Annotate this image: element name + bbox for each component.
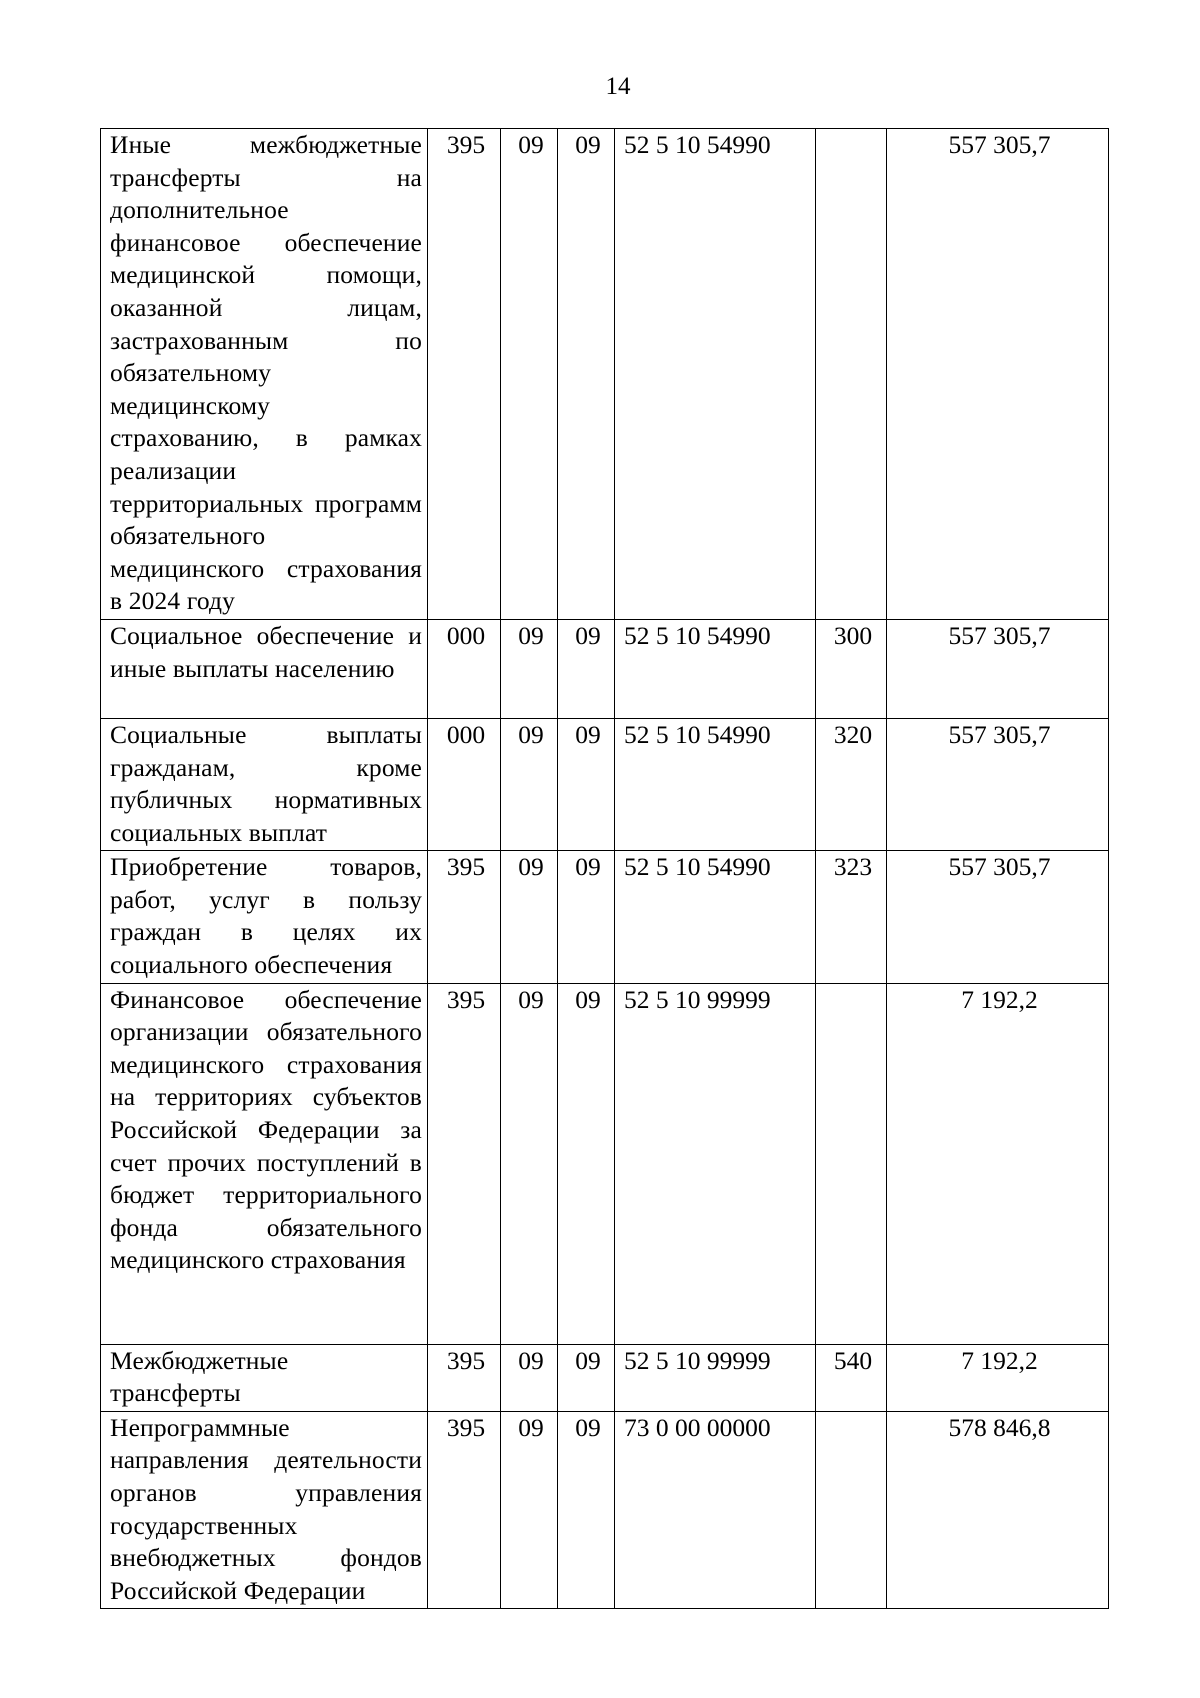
expense-type-cell [816, 129, 887, 620]
target-article-cell: 52 5 10 99999 [615, 1344, 816, 1411]
amount-cell: 7 192,2 [887, 1344, 1109, 1411]
table-row [101, 129, 1109, 620]
row-name-cell: Межбюджетные трансферты [101, 1344, 428, 1411]
section-cell: 09 [501, 1344, 558, 1411]
amount-cell: 578 846,8 [887, 1411, 1109, 1609]
target-article-cell: 52 5 10 99999 [615, 983, 816, 1344]
section-cell: 09 [501, 718, 558, 850]
target-article-cell: 52 5 10 54990 [615, 619, 816, 718]
section-cell: 09 [501, 983, 558, 1344]
expense-type-cell: 540 [816, 1344, 887, 1411]
target-article-cell: 52 5 10 54990 [615, 129, 816, 620]
subsection-cell: 09 [558, 1344, 615, 1411]
row-name-cell: Приобретение товаров, работ, услуг в пользу граждан в целях их социального обеспечения [101, 851, 428, 983]
amount-cell: 557 305,7 [887, 851, 1109, 983]
grbs-cell: 395 [428, 1344, 501, 1411]
subsection-cell: 09 [558, 129, 615, 620]
expense-type-cell [816, 1411, 887, 1609]
table-row [101, 851, 1109, 983]
table-row [101, 1411, 1109, 1609]
page-number: 14 [605, 73, 631, 100]
grbs-cell: 395 [428, 983, 501, 1344]
expense-type-cell: 300 [816, 619, 887, 718]
subsection-cell: 09 [558, 851, 615, 983]
grbs-cell: 395 [428, 851, 501, 983]
budget-table [100, 128, 1109, 1609]
table-row [101, 718, 1109, 850]
table-row [101, 619, 1109, 718]
table-row [101, 983, 1109, 1344]
amount-cell: 557 305,7 [887, 718, 1109, 850]
grbs-cell: 000 [428, 619, 501, 718]
section-cell: 09 [501, 1411, 558, 1609]
row-name-cell: Социальное обеспечение и иные выплаты населению [101, 619, 428, 718]
target-article-cell: 52 5 10 54990 [615, 851, 816, 983]
grbs-cell: 395 [428, 129, 501, 620]
row-name-cell: Непрограммные направления деятельности органов управления государственных внебюджетных фондов Российской Федерации [101, 1411, 428, 1609]
section-cell: 09 [501, 619, 558, 718]
expense-type-cell [816, 983, 887, 1344]
section-cell: 09 [501, 129, 558, 620]
subsection-cell: 09 [558, 983, 615, 1344]
subsection-cell: 09 [558, 1411, 615, 1609]
target-article-cell: 52 5 10 54990 [615, 718, 816, 850]
amount-cell: 7 192,2 [887, 983, 1109, 1344]
table-row [101, 1344, 1109, 1411]
grbs-cell: 395 [428, 1411, 501, 1609]
row-name-cell: Иные межбюджетные трансферты на дополнительное финансовое обеспечение медицинской помощи, оказанной лицам, застрахованным по обязательному медицинскому страхованию, в рамках реализации территориальных программ обязательного медицинского страхования в 2024 году [101, 129, 428, 620]
grbs-cell: 000 [428, 718, 501, 850]
row-name-cell: Финансовое обеспечение организации обязательного медицинского страхования на территориях субъектов Российской Федерации за счет прочих поступлений в бюджет территориального фонда обязательного медицинского страхования [101, 983, 428, 1344]
section-cell: 09 [501, 851, 558, 983]
expense-type-cell: 320 [816, 718, 887, 850]
target-article-cell: 73 0 00 00000 [615, 1411, 816, 1609]
subsection-cell: 09 [558, 619, 615, 718]
amount-cell: 557 305,7 [887, 129, 1109, 620]
amount-cell: 557 305,7 [887, 619, 1109, 718]
row-name-cell: Социальные выплаты гражданам, кроме публичных нормативных социальных выплат [101, 718, 428, 850]
subsection-cell: 09 [558, 718, 615, 850]
expense-type-cell: 323 [816, 851, 887, 983]
